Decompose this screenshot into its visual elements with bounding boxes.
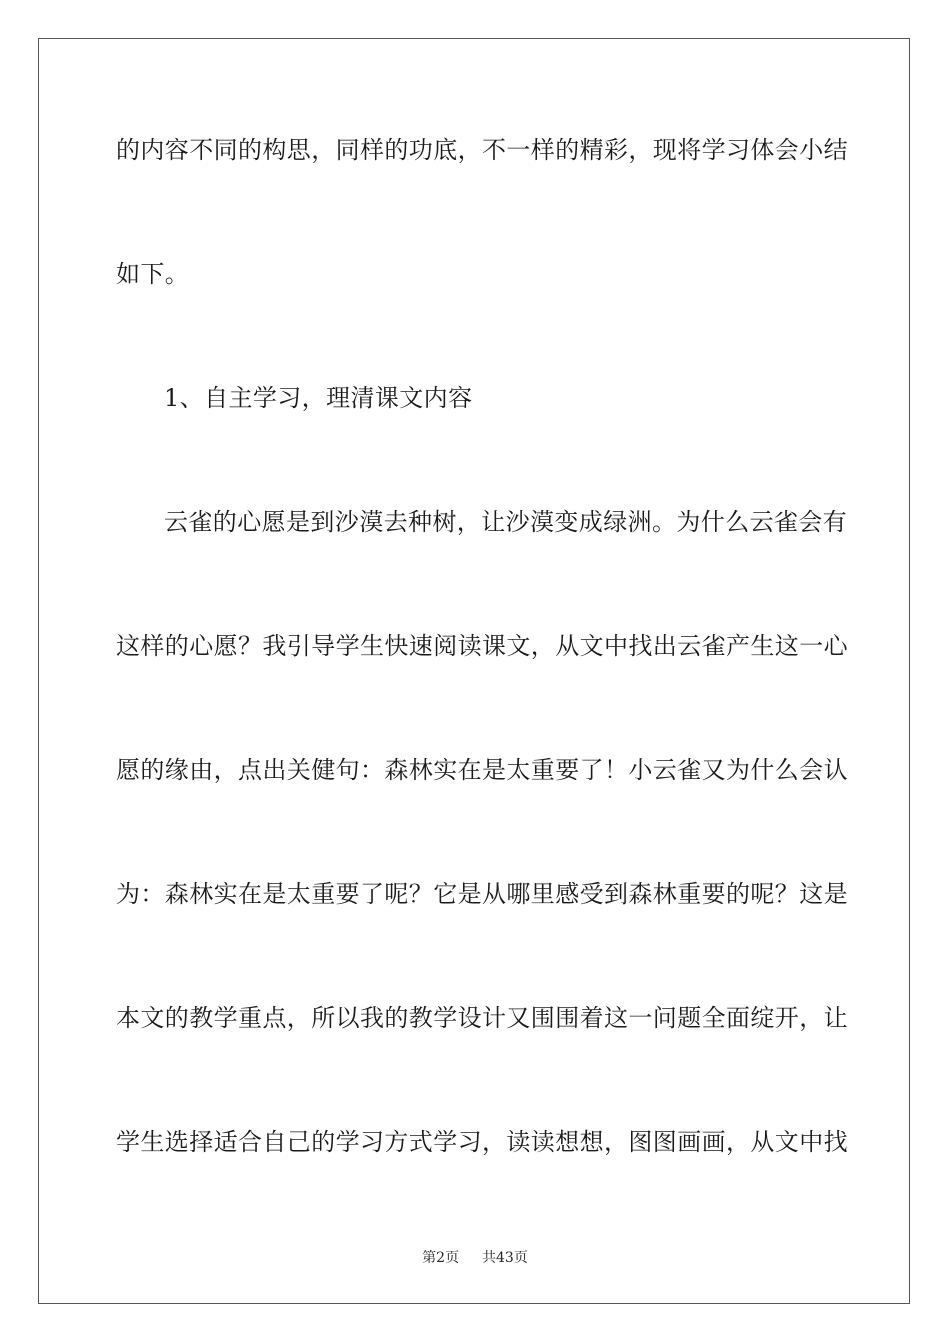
paragraph-line: 这样的心愿？我引导学生快速阅读课文，从文中找出云雀产生这一心 (116, 632, 848, 660)
paragraph-line: 愿的缘由，点出关健句：森林实在是太重要了！小云雀又为什么会认 (116, 756, 848, 784)
paragraph-line: 本文的教学重点，所以我的教学设计又围围着这一问题全面绽开，让 (116, 1004, 848, 1032)
total-pages: 共43页 (482, 1250, 528, 1266)
paragraph-line: 为：森林实在是太重要了呢？它是从哪里感受到森林重要的呢？这是 (116, 880, 848, 908)
paragraph-line: 的内容不同的构思，同样的功底，不一样的精彩，现将学习体会小结 (116, 136, 848, 164)
paragraph-line: 云雀的心愿是到沙漠去种树，让沙漠变成绿洲。为什么云雀会有 (164, 508, 848, 536)
paragraph-line: 如下。 (116, 260, 190, 288)
section-heading: 1、自主学习，理清课文内容 (164, 384, 473, 412)
page-number: 第2页 (422, 1250, 460, 1266)
page-footer (0, 1247, 950, 1267)
page-border (38, 38, 910, 1304)
paragraph-line: 学生选择适合自己的学习方式学习，读读想想，图图画画，从文中找 (116, 1128, 848, 1156)
